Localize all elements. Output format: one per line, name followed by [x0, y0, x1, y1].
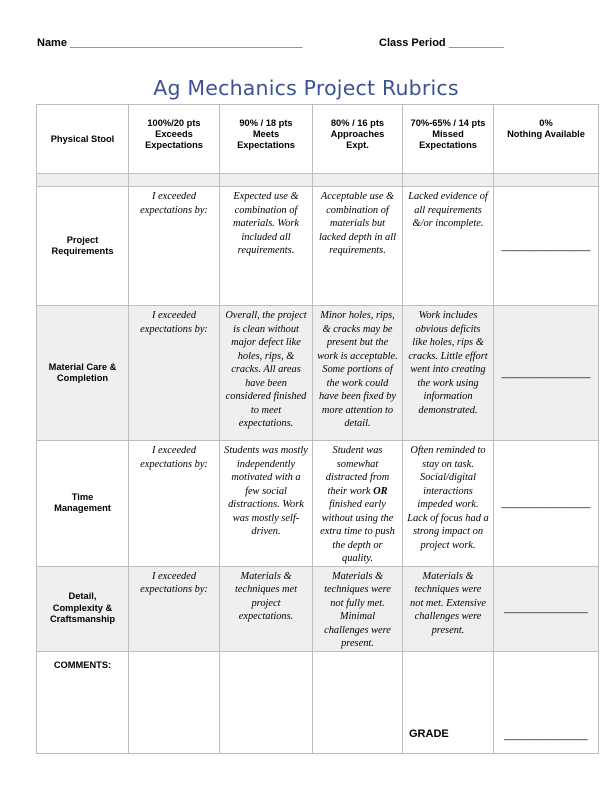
rubric-row-project-requirements [37, 187, 599, 306]
column-header-missed: 70%-65% / 14 pts Missed Expectations [403, 105, 494, 174]
score-blank[interactable]: ________________ [494, 306, 599, 441]
comments-area[interactable] [129, 651, 220, 753]
row-label: Detail, Complexity & Craftsmanship [37, 566, 129, 651]
comments-area[interactable] [313, 651, 403, 753]
missed-cell: Lacked evidence of all requirements &/or incomplete. [403, 187, 494, 306]
meets-cell: Expected use & combination of materials. Work included all requirements. [220, 187, 313, 306]
score-blank[interactable]: ________________ [494, 187, 599, 306]
grade-label-cell [403, 651, 494, 753]
spacer-row [37, 174, 599, 187]
comments-area[interactable] [220, 651, 313, 753]
column-header-meets: 90% / 18 pts Meets Expectations [220, 105, 313, 174]
grade-blank[interactable]: _______________ [494, 651, 599, 753]
row-label: Project Requirements [37, 187, 129, 306]
class-period-field-label: Class Period _________ [379, 37, 504, 49]
missed-cell: Often reminded to stay on task. Social/digital interactions impeded work. Lack of focus had a strong impact on project work. [403, 441, 494, 567]
meets-cell: Materials & techniques met project expectations. [220, 566, 313, 651]
comments-label: COMMENTS: [37, 651, 129, 753]
header-row [37, 105, 599, 174]
row-label: Time Management [37, 441, 129, 567]
rubric-row-material-care [37, 306, 599, 441]
missed-cell: Work includes obvious deficits like holes, rips & cracks. Little effort went into creating the work using information demonstrated. [403, 306, 494, 441]
name-field-label: Name ______________________________________ [37, 37, 303, 49]
column-header-physical-stool: Physical Stool [37, 105, 129, 174]
rubric-row-detail-craftsmanship [37, 566, 599, 651]
meets-cell: Overall, the project is clean without major defect like holes, rips, & cracks. All areas have been considered finished to meet expectations. [220, 306, 313, 441]
rubric-table [36, 104, 599, 754]
missed-cell: Materials & techniques were not met. Extensive challenges were present. [403, 566, 494, 651]
grade-label: GRADE [409, 727, 449, 740]
exceeds-cell: I exceeded expectations by: [129, 566, 220, 651]
approaches-cell: Minor holes, rips, & cracks may be present but the work is acceptable. Some portions of the work could have been fixed by more attention to detail. [313, 306, 403, 441]
score-blank[interactable]: ________________ [494, 441, 599, 567]
meets-cell: Students was mostly independently motivated with a few social distractions. Work was mostly self-driven. [220, 441, 313, 567]
rubric-row-time-management [37, 441, 599, 567]
column-header-nothing: 0% Nothing Available [494, 105, 599, 174]
exceeds-cell: I exceeded expectations by: [129, 441, 220, 567]
row-label: Material Care & Completion [37, 306, 129, 441]
column-header-approaches: 80% / 16 pts Approaches Expt. [313, 105, 403, 174]
page-title: Ag Mechanics Project Rubrics [153, 76, 459, 100]
column-header-exceeds: 100%/20 pts Exceeds Expectations [129, 105, 220, 174]
score-blank[interactable]: _______________ [494, 566, 599, 651]
exceeds-cell: I exceeded expectations by: [129, 306, 220, 441]
exceeds-cell: I exceeded expectations by: [129, 187, 220, 306]
approaches-cell: Acceptable use & combination of materials but lacked depth in all requirements. [313, 187, 403, 306]
approaches-cell: Student was somewhat distracted from their work OR finished early without using the extra time to push the depth or quality. [313, 441, 403, 567]
comments-grade-row [37, 651, 599, 753]
approaches-cell: Materials & techniques were not fully met. Minimal challenges were present. [313, 566, 403, 651]
